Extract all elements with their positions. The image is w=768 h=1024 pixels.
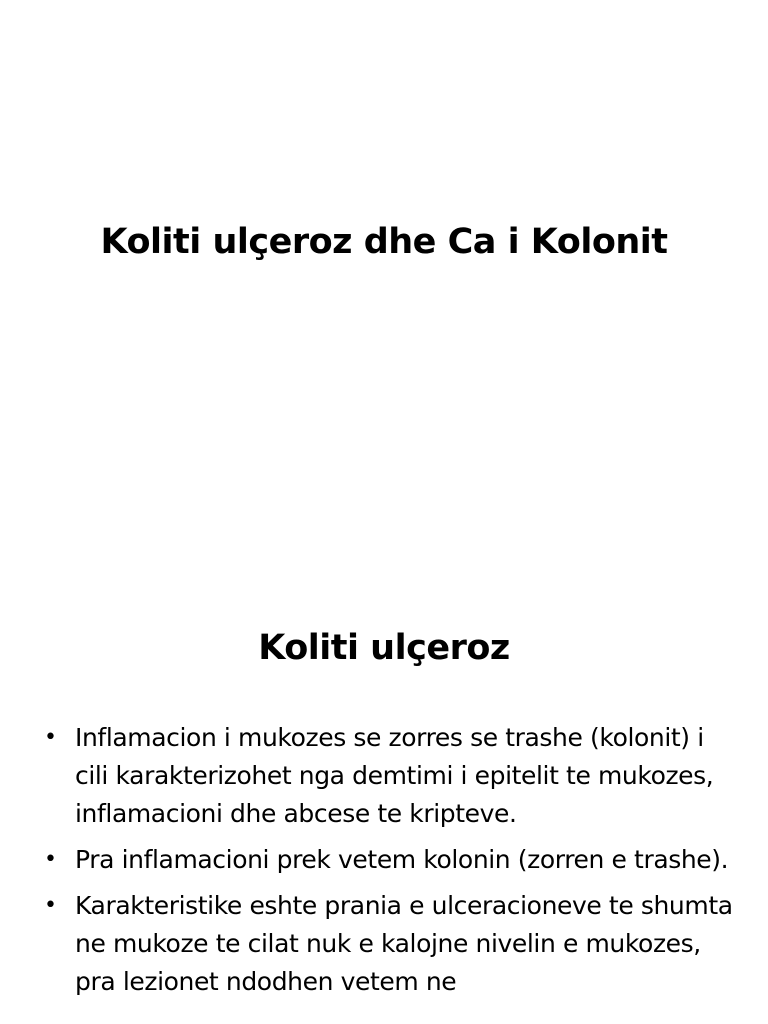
presentation-title: Koliti ulçeroz dhe Ca i Kolonit (100, 222, 668, 262)
bullet-item (44, 841, 734, 879)
bullet-icon: • (44, 847, 57, 872)
bullet-item (44, 887, 734, 1001)
bullet-text: Pra inflamacioni prek vetem kolonin (zorren e trashe). (75, 845, 729, 874)
content-slide (0, 576, 768, 1024)
bullet-icon: • (44, 893, 57, 918)
bullet-text: Inflamacion i mukozes se zorres se trashe (kolonit) i cili karakterizohet nga demtimi i epitelit te mukozes, inflamacioni dhe abcese te kripteve. (75, 723, 714, 828)
bullet-list (44, 719, 734, 1009)
bullet-text: Karakteristike eshte prania e ulceracioneve te shumta ne mukoze te cilat nuk e kalojne nivelin e mukozes, pra lezionet ndodhen vetem ne (75, 891, 733, 996)
bullet-icon: • (44, 725, 57, 750)
bullet-item (44, 719, 734, 833)
slide-heading: Koliti ulçeroz (258, 628, 510, 668)
